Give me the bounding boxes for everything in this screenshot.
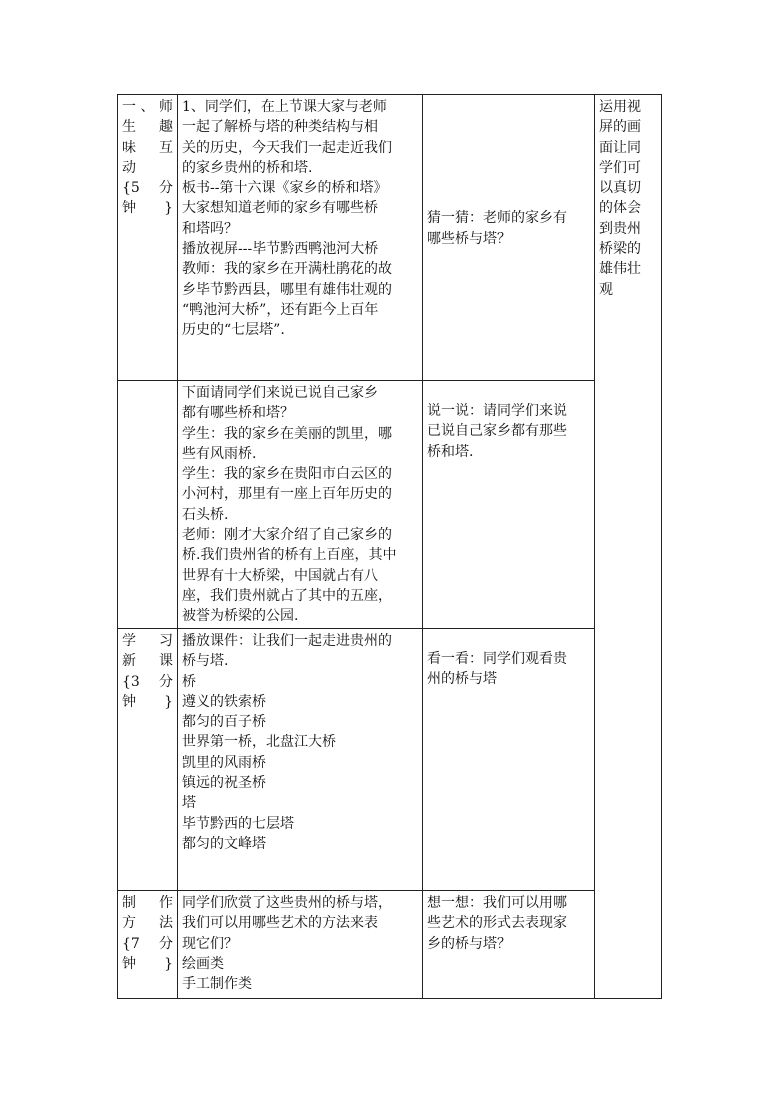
- stage-line: 生 趣: [122, 119, 173, 136]
- teacher-line: 座，我们贵州就占了其中的五座，: [182, 587, 392, 604]
- student-line: 已说自己家乡都有那些: [427, 423, 567, 440]
- stage-line: 方法: [122, 915, 173, 932]
- teacher-line: 镇远的祝圣桥: [182, 775, 266, 792]
- student-activity-cell: [423, 629, 595, 891]
- teacher-line: 老师：刚才大家介绍了自己家乡的: [182, 527, 392, 544]
- teacher-activity-cell: [178, 891, 423, 999]
- teacher-line: 凯里的风雨桥: [182, 754, 266, 771]
- stage-cell: [118, 381, 178, 629]
- teacher-line: 下面请同学们来说已说自己家乡: [182, 385, 378, 401]
- teacher-line: 学生：我的家乡在贵阳市白云区的: [182, 466, 392, 483]
- teacher-line: “鸭池河大桥”，还有距今上百年: [182, 301, 379, 318]
- intent-line: 屏的画: [599, 119, 641, 136]
- teacher-line: 都匀的文峰塔: [182, 835, 266, 852]
- stage-line: 味 互: [122, 139, 173, 156]
- teacher-line: 石头桥.: [182, 506, 229, 523]
- teacher-line: 一起了解桥与塔的种类结构与相: [182, 119, 378, 136]
- teacher-line: 关的历史，今天我们一起走近我们: [182, 139, 392, 156]
- stage-line: 新 课: [122, 653, 173, 670]
- teacher-line: 历史的“七层塔”.: [182, 322, 285, 339]
- teacher-line: 播放视屏---毕节黔西鸭池河大桥: [182, 241, 379, 258]
- student-activity-cell: [423, 95, 595, 381]
- table-row: [118, 95, 662, 381]
- teacher-line: 学生：我的家乡在美丽的凯里，哪: [182, 425, 392, 442]
- intent-line: 学们可: [599, 159, 641, 176]
- teacher-line: 的家乡贵州的桥和塔.: [182, 159, 313, 176]
- intent-line: 运用视: [599, 99, 641, 115]
- teacher-line: 小河村，那里有一座上百年历史的: [182, 486, 392, 503]
- teacher-line: 毕节黔西的七层塔: [182, 815, 294, 832]
- intent-line: 雄伟壮: [599, 261, 641, 278]
- student-line: 看一看：同学们观看贵: [427, 651, 567, 667]
- stage-line: {7 分: [122, 935, 173, 952]
- stage-cell: [118, 95, 178, 381]
- intent-line: 面让同: [599, 139, 641, 156]
- lesson-plan-table: [117, 94, 662, 999]
- student-line: 想一想：我们可以用哪: [427, 895, 567, 911]
- stage-line: 钟}: [122, 693, 173, 710]
- intent-line: 的体会: [599, 200, 641, 217]
- teacher-line: 桥.我们贵州省的桥有上百座，其中: [182, 547, 397, 564]
- teacher-line: 和塔吗？: [182, 220, 238, 237]
- teacher-activity-cell: [178, 629, 423, 891]
- teacher-activity-cell: [178, 381, 423, 629]
- teacher-line: 我们可以用哪些艺术的方法来表: [182, 915, 378, 932]
- teacher-line: 桥: [182, 673, 196, 690]
- stage-line: 学 习: [122, 633, 173, 649]
- teacher-line: 大家想知道老师的家乡有哪些桥: [182, 200, 378, 217]
- student-line: 哪些桥与塔？: [427, 230, 511, 247]
- student-line: 些艺术的形式去表现家: [427, 915, 567, 932]
- stage-cell: [118, 891, 178, 999]
- student-activity-cell: [423, 381, 595, 629]
- stage-line: 制 作: [122, 895, 173, 911]
- teacher-line: 被誉为桥梁的公园.: [182, 608, 299, 625]
- student-line: 猜一猜：老师的家乡有: [427, 210, 567, 227]
- teacher-line: 乡毕节黔西县，哪里有雄伟壮观的: [182, 281, 392, 298]
- teacher-line: 桥与塔.: [182, 653, 229, 670]
- teacher-line: 绘画类: [182, 955, 224, 972]
- teacher-line: 都匀的百子桥: [182, 714, 266, 731]
- teacher-line: 遵义的铁索桥: [182, 693, 266, 710]
- stage-line: 一、师: [122, 99, 173, 115]
- stage-line: 钟}: [122, 955, 173, 972]
- student-line: 州的桥与塔: [427, 671, 497, 688]
- intent-line: 以真切: [599, 180, 641, 197]
- teacher-line: 板书--第十六课《家乡的桥和塔》: [182, 180, 388, 197]
- table-row: [118, 629, 662, 891]
- teacher-line: 些有风雨桥.: [182, 445, 257, 462]
- teacher-line: 现它们？: [182, 935, 238, 952]
- teacher-line: 1、同学们，在上节课大家与老师: [182, 99, 387, 115]
- table-row: [118, 381, 662, 629]
- student-line: 桥和塔.: [427, 443, 474, 460]
- teacher-line: 都有哪些桥和塔？: [182, 405, 294, 422]
- stage-line: {5 分: [122, 180, 173, 197]
- student-line: 说一说：请同学们来说: [427, 403, 567, 419]
- teacher-line: 手工制作类: [182, 976, 252, 993]
- teacher-line: 塔: [182, 795, 196, 812]
- teacher-activity-cell: [178, 95, 423, 381]
- stage-line: 钟}: [122, 200, 173, 217]
- intent-line: 到贵州: [599, 220, 641, 237]
- table-row: [118, 891, 662, 999]
- stage-line: 动: [122, 159, 136, 176]
- intent-line: 观: [599, 281, 613, 298]
- student-activity-cell: [423, 891, 595, 999]
- intent-line: 桥梁的: [599, 241, 641, 258]
- teacher-line: 同学们欣赏了这些贵州的桥与塔，: [182, 895, 392, 911]
- teacher-line: 教师：我的家乡在开满杜鹃花的故: [182, 261, 392, 278]
- teacher-line: 世界有十大桥梁，中国就占有八: [182, 567, 378, 584]
- design-intent-cell: [595, 95, 662, 999]
- stage-line: {3 分: [122, 673, 173, 690]
- teacher-line: 播放课件：让我们一起走进贵州的: [182, 633, 392, 649]
- student-line: 乡的桥与塔？: [427, 935, 511, 952]
- teacher-line: 世界第一桥，北盘江大桥: [182, 734, 336, 751]
- stage-cell: [118, 629, 178, 891]
